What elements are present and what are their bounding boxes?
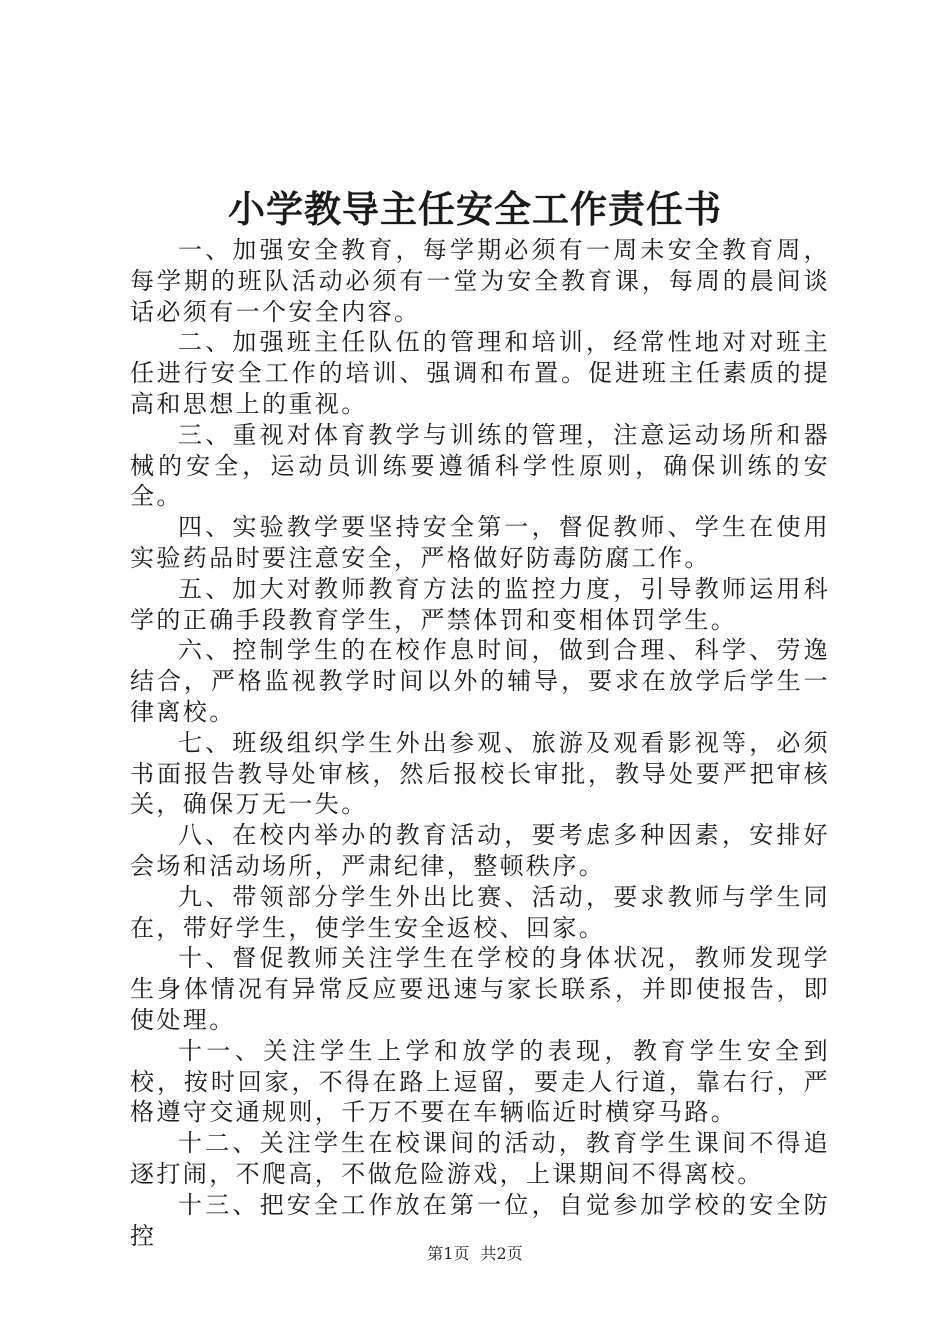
paragraph-8: 八、在校内举办的教育活动，要考虑多种因素，安排好会场和活动场所，严肃纪律，整顿秩序。	[130, 821, 830, 880]
paragraph-1: 一、加强安全教育，每学期必须有一周未安全教育周，每学期的班队活动必须有一堂为安全教育课，每周的晨间谈话必须有一个安全内容。	[130, 236, 830, 326]
paragraph-6: 六、控制学生的在校作息时间，做到合理、科学、劳逸结合，严格监视教学时间以外的辅导，要求在放学后学生一律离校。	[130, 636, 830, 726]
paragraph-7: 七、班级组织学生外出参观、旅游及观看影视等，必须书面报告教导处审核，然后报校长审批，教导处要严把审核关，确保万无一失。	[130, 728, 830, 819]
page-footer	[0, 1243, 950, 1265]
document-title: 小学教导主任安全工作责任书	[228, 187, 722, 231]
page-number-total: 共2页	[480, 1244, 523, 1263]
paragraph-13: 十三、把安全工作放在第一位，自觉参加学校的安全防控	[130, 1190, 830, 1250]
paragraph-2: 二、加强班主任队伍的管理和培训，经常性地对对班主任进行安全工作的培训、强调和布置。促进班主任素质的提高和思想上的重视。	[130, 328, 830, 418]
paragraph-10: 十、督促教师关注学生在学校的身体状况，教师发现学生身体情况有异常反应要迅速与家长联系，并即使报告，即使处理。	[130, 944, 830, 1034]
paragraph-3: 三、重视对体育教学与训练的管理，注意运动场所和器械的安全，运动员训练要遵循科学性原则，确保训练的安全。	[130, 420, 830, 511]
paragraph-9: 九、带领部分学生外出比赛、活动，要求教师与学生同在，带好学生，使学生安全返校、回家。	[130, 882, 830, 942]
page-number-current: 第1页	[427, 1244, 470, 1263]
document-body	[130, 235, 830, 1251]
paragraph-11: 十一、关注学生上学和放学的表现，教育学生安全到校，按时回家，不得在路上逗留，要走人行道，靠右行，严格遵守交通规则，千万不要在车辆临近时横穿马路。	[130, 1036, 830, 1127]
paragraph-4: 四、实验教学要坚持安全第一，督促教师、学生在使用实验药品时要注意安全，严格做好防毒防腐工作。	[130, 513, 830, 572]
paragraph-5: 五、加大对教师教育方法的监控力度，引导教师运用科学的正确手段教育学生，严禁体罚和变相体罚学生。	[130, 574, 830, 634]
paragraph-12: 十二、关注学生在校课间的活动，教育学生课间不得追逐打闹，不爬高，不做危险游戏，上课期间不得离校。	[130, 1129, 830, 1188]
